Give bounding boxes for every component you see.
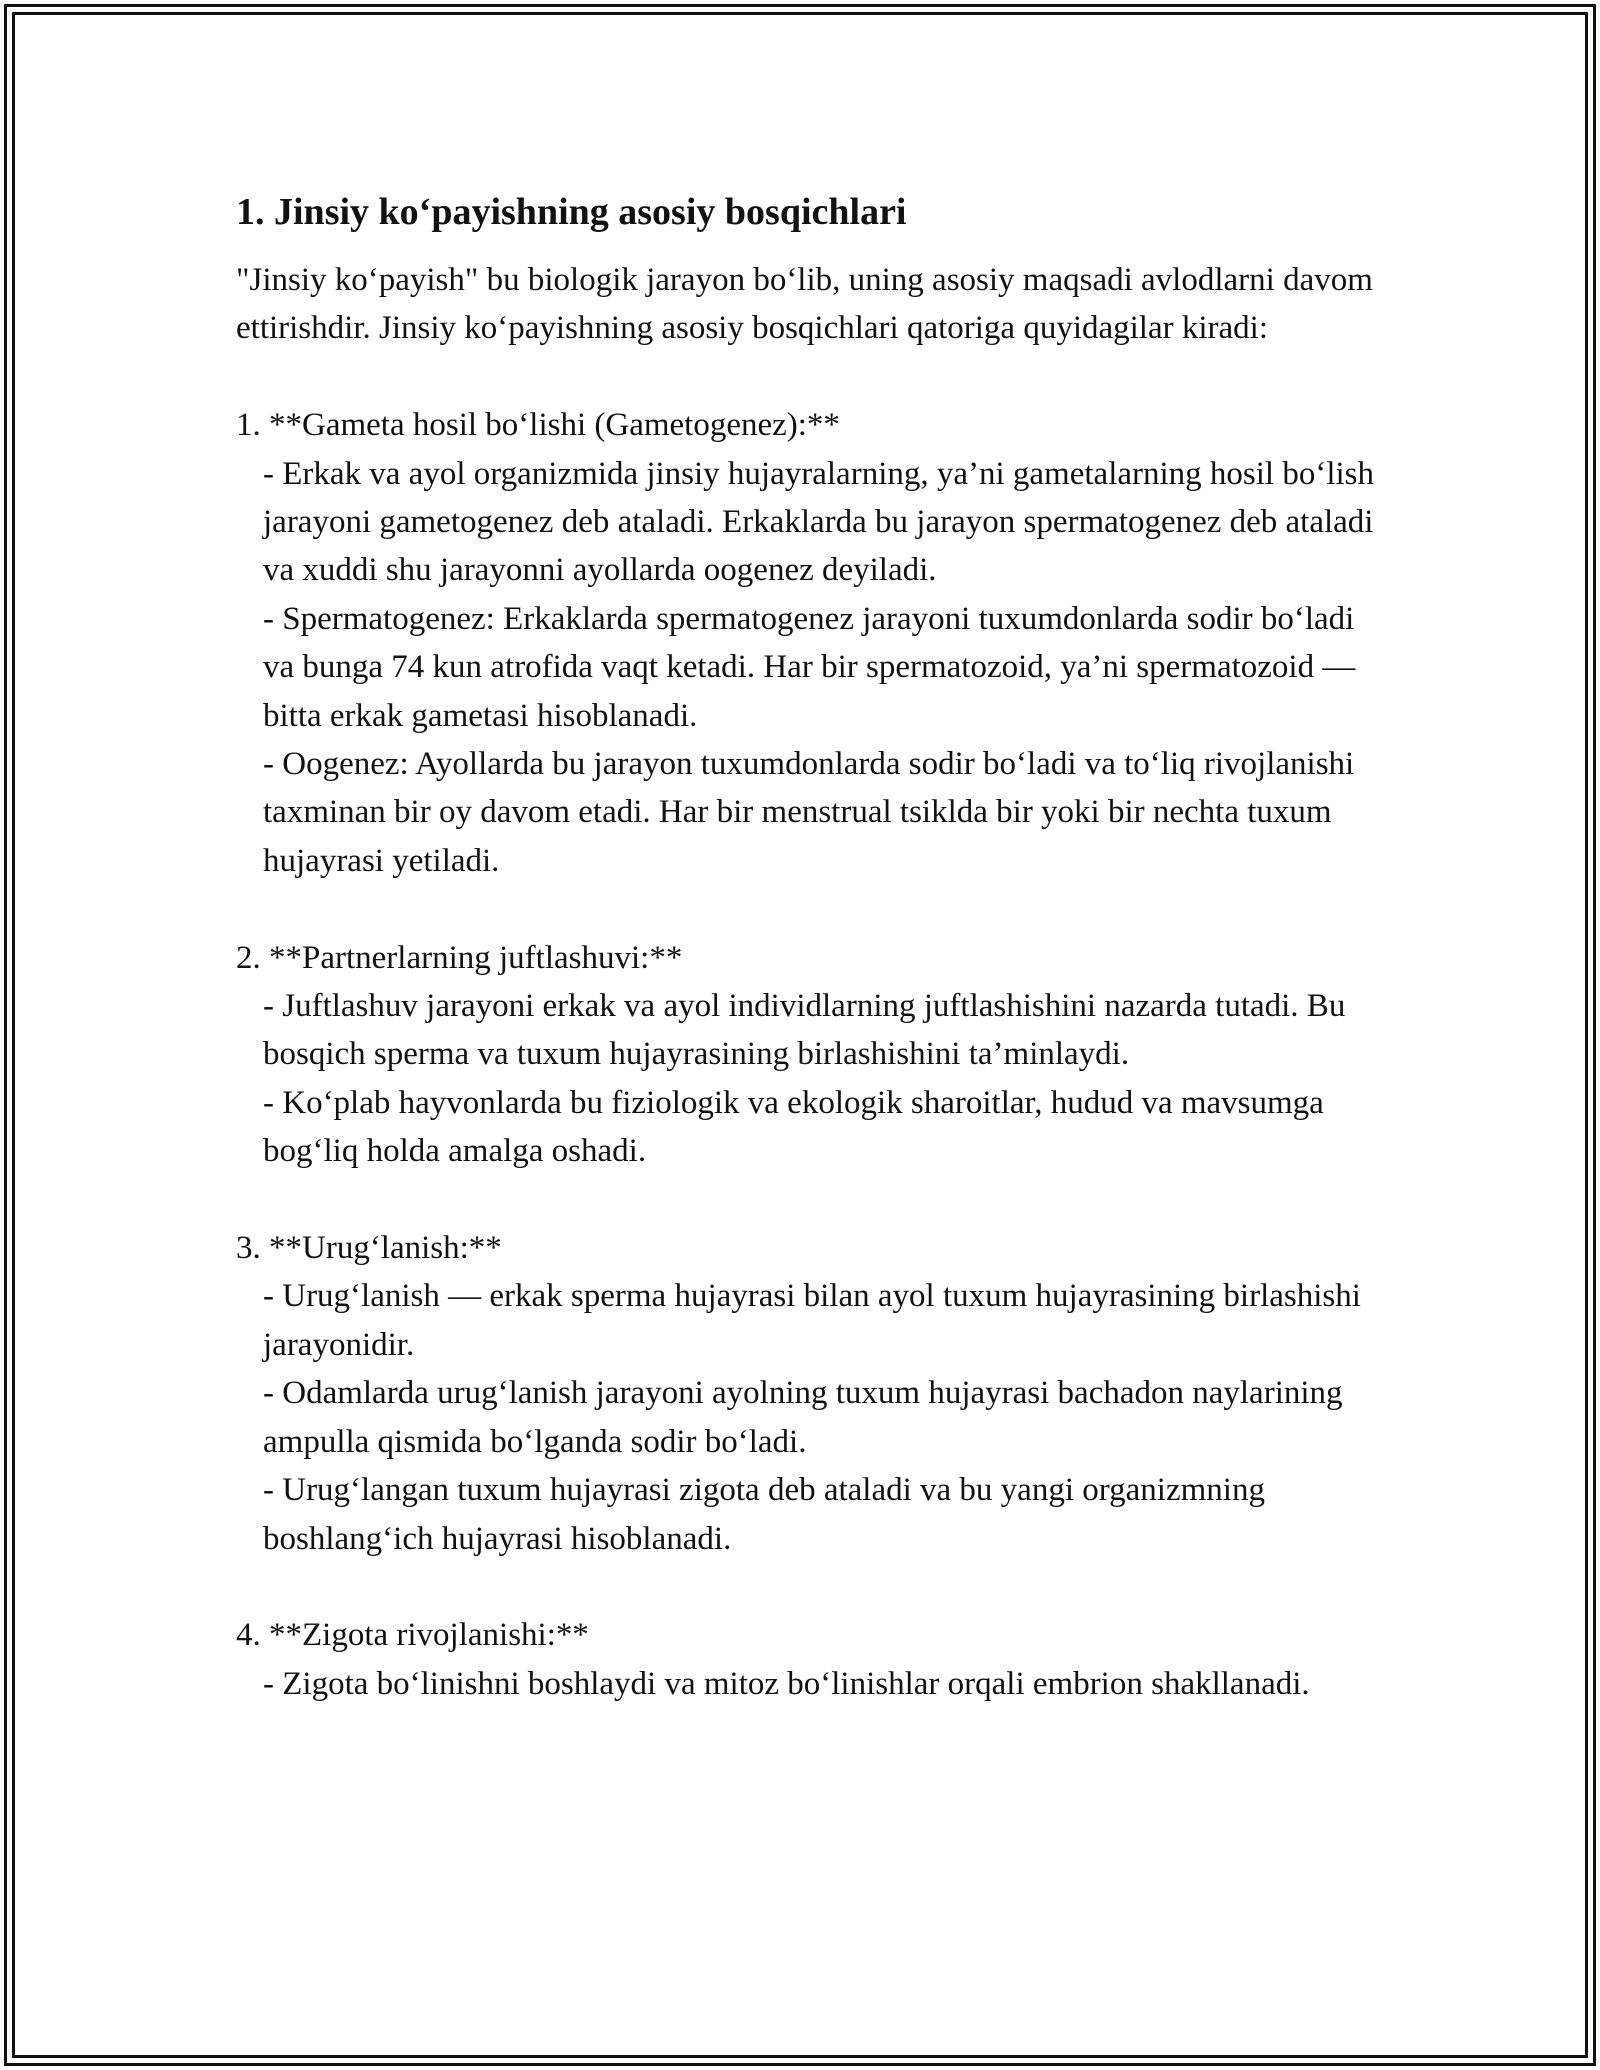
- section-heading: 3. **Urug‘lanish:**: [236, 1230, 502, 1267]
- section-item: - Urug‘langan tuxum hujayrasi zigota deb ataladi va bu yangi organizmning boshlang‘ich hujayrasi hisoblanadi.: [263, 1472, 1265, 1557]
- section-mating: [236, 934, 1386, 1176]
- section-item: - Juftlashuv jarayoni erkak va ayol individlarning juftlashishini nazarda tutadi. Bu bosqich sperma va tuxum hujayrasining birlashishini ta’minlaydi.: [263, 988, 1346, 1073]
- section-item: - Ko‘plab hayvonlarda bu fiziologik va ekologik sharoitlar, hudud va mavsumga bog‘liq holda amalga oshadi.: [263, 1084, 1324, 1170]
- section-gametogenesis: [236, 401, 1386, 885]
- section-heading: 1. **Gameta hosil bo‘lishi (Gametogenez):**: [236, 407, 840, 444]
- section-fertilization: [236, 1224, 1386, 1563]
- section-zygote-development: [236, 1611, 1386, 1708]
- section-item: - Spermatogenez: Erkaklarda spermatogenez jarayoni tuxumdonlarda sodir bo‘ladi va bunga 74 kun atrofida vaqt ketadi. Har bir spermatozoid, ya’ni spermatozoid — bitta erkak gametasi hisoblanadi.: [263, 600, 1356, 734]
- intro-paragraph: "Jinsiy ko‘payish" bu biologik jarayon bo‘lib, uning asosiy maqsadi avlodlarni davom ettirishdir. Jinsiy ko‘payishning asosiy bosqichlari qatoriga quyidagilar kiradi:: [236, 262, 1373, 347]
- section-item: - Oogenez: Ayollarda bu jarayon tuxumdonlarda sodir bo‘ladi va to‘liq rivojlanishi taxminan bir oy davom etadi. Har bir menstrual tsiklda bir yoki bir nechta tuxum hujayrasi yetiladi.: [263, 746, 1355, 879]
- section-item: - Zigota bo‘linishni boshlaydi va mitoz bo‘linishlar orqali embrion shakllanadi.: [263, 1665, 1310, 1702]
- document-body: [236, 186, 1386, 1708]
- section-item: - Odamlarda urug‘lanish jarayoni ayolning tuxum hujayrasi bachadon naylarining ampulla qismida bo‘lganda sodir bo‘ladi.: [263, 1375, 1343, 1460]
- page-title: 1. Jinsiy ko‘payishning asosiy bosqichlari: [236, 191, 907, 233]
- section-heading: 2. **Partnerlarning juftlashuvi:**: [236, 939, 683, 976]
- section-item: - Erkak va ayol organizmida jinsiy hujayralarning, ya’ni gametalarning hosil bo‘lish jarayoni gametogenez deb ataladi. Erkaklarda bu jarayon spermatogenez deb ataladi va xuddi shu jarayonni ayollarda oogenez deyiladi.: [263, 455, 1375, 589]
- section-heading: 4. **Zigota rivojlanishi:**: [236, 1617, 589, 1654]
- section-item: - Urug‘lanish — erkak sperma hujayrasi bilan ayol tuxum hujayrasining birlashishi jarayonidir.: [263, 1278, 1361, 1363]
